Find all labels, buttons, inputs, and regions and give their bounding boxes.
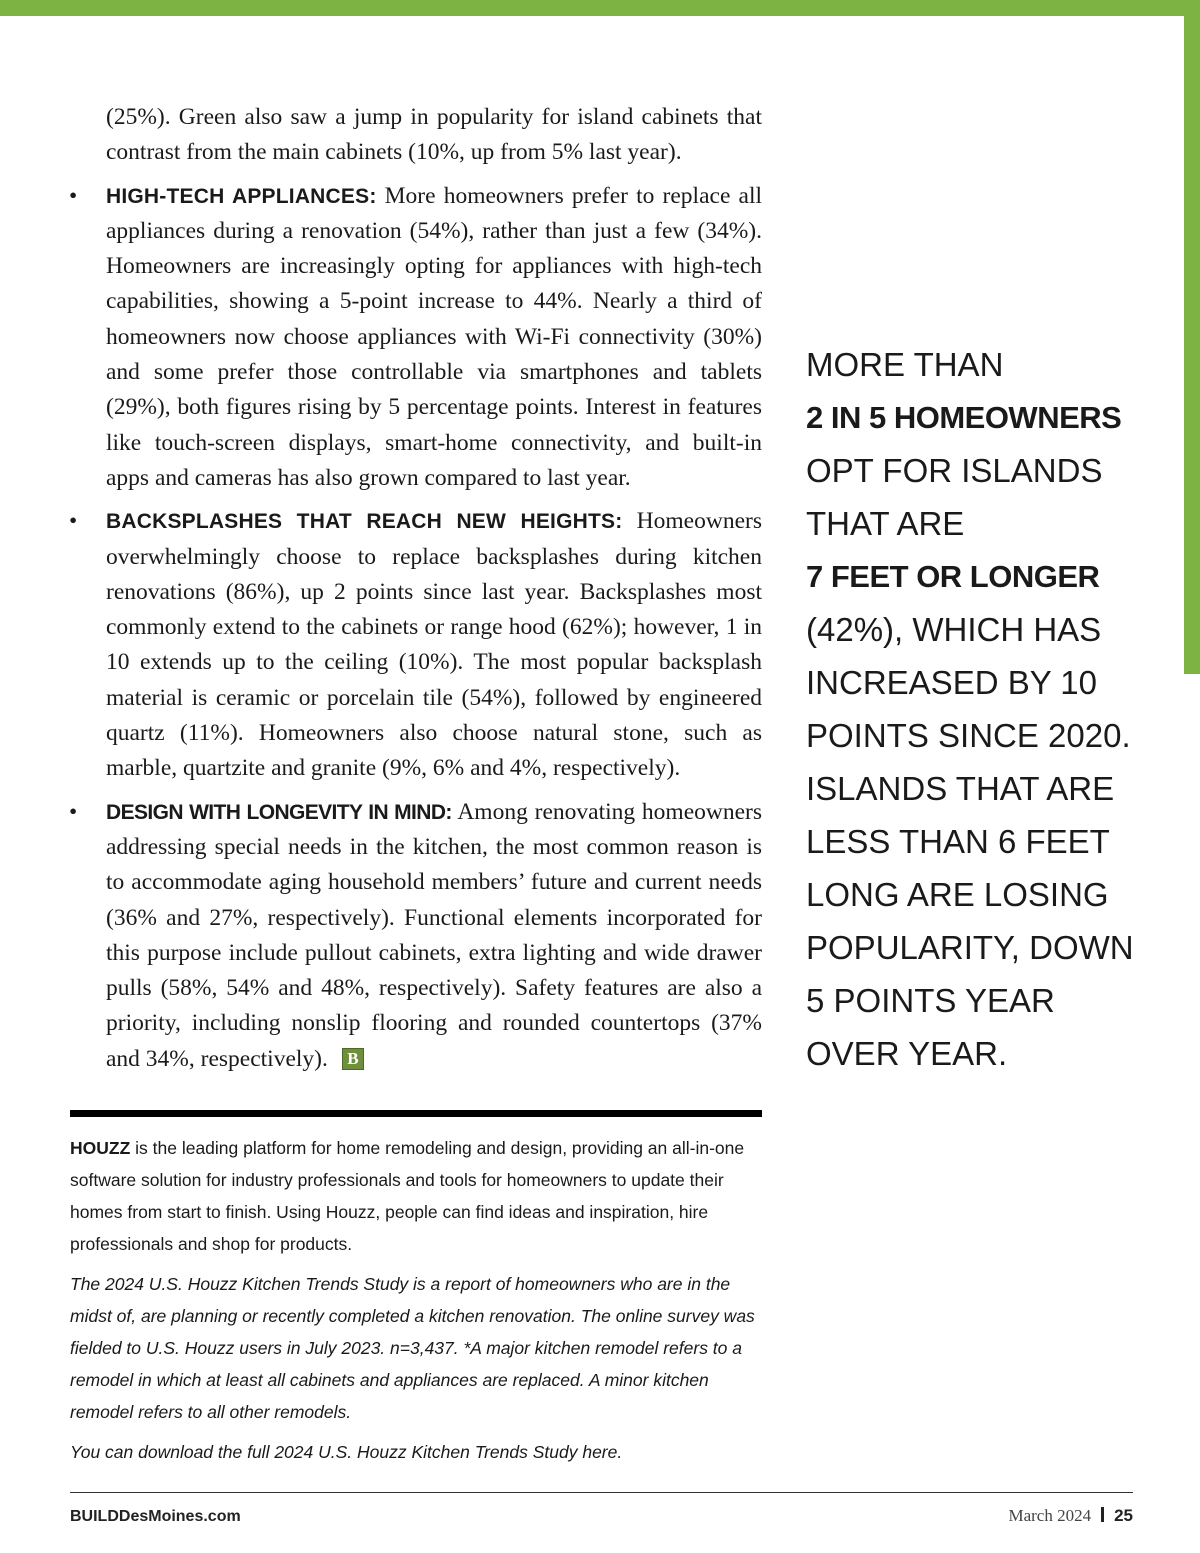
bullet-icon: • — [69, 798, 78, 825]
article-body — [60, 100, 762, 1085]
bullet-heading: DESIGN WITH LONGEVITY IN MIND: — [106, 800, 452, 824]
footer-issue — [1008, 1506, 1133, 1526]
bullet-heading: HIGH-TECH APPLIANCES: — [106, 184, 377, 208]
pull-quote-line: (42%), WHICH HAS INCREASED BY 10 POINTS SINCE 2020. ISLANDS THAT ARE LESS THAN 6 FEET LONG ARE LOSING POPULARITY, DOWN 5 POINTS YEAR OVER YEAR. — [806, 611, 1134, 1072]
bullet-text: Homeowners overwhelmingly choose to replace backsplashes during kitchen renovations (86%), up 2 points since last year. Backsplashes most commonly extend to the cabinets or range hood (62%); however, 1 in 10 extends up to the ceiling (10%). The most popular backsplash material is ceramic or porcelain tile (54%), followed by engineered quartz (11%). Homeowners also choose natural stone, such as marble, quartzite and granite (9%, 6% and 4%, respectively). — [106, 508, 762, 782]
about-description — [70, 1132, 760, 1260]
end-mark-icon: B — [342, 1048, 364, 1070]
bullet-heading: BACKSPLASHES THAT REACH NEW HEIGHTS: — [106, 510, 623, 534]
pull-quote-line: MORE THAN — [806, 346, 1004, 383]
section-divider — [70, 1110, 762, 1117]
page-number: 25 — [1114, 1506, 1133, 1525]
article-bullet-list — [60, 179, 762, 1077]
bullet-icon: • — [69, 508, 78, 535]
pull-quote — [806, 338, 1146, 1080]
about-text: is the leading platform for home remodeling and design, providing an all-in-one software solution for industry professionals and tools for homeowners to update their homes from start to finish. Using Houzz, people can find ideas and inspiration, hire professionals and shop for products. — [70, 1138, 745, 1254]
list-item — [60, 179, 762, 497]
bullet-text: More homeowners prefer to replace all appliances during a renovation (54%), rather than just a few (34%). Homeowners are increasingly opting for appliances with high-tech capabilities, showing a 5-point increase to 44%. Nearly a third of homeowners now choose appliances with Wi-Fi connectivity (30%) and some prefer those controllable via smartphones and tablets (29%), both figures rising by 5 percentage points. Interest in features like touch-screen displays, smart-home connectivity, and built-in apps and cameras has also grown compared to last year. — [106, 182, 762, 491]
about-brand: HOUZZ — [70, 1138, 131, 1158]
study-note: The 2024 U.S. Houzz Kitchen Trends Study is a report of homeowners who are in the midst of, are planning or recently completed a kitchen renovation. The online survey was fielded to U.S. Houzz users in July 2023. n=3,437. *A major kitchen remodel refers to a remodel in which at least all cabinets and appliances are replaced. A minor kitchen remodel refers to all other remodels. — [70, 1274, 755, 1422]
list-item — [60, 795, 762, 1077]
footer-divider — [70, 1492, 1133, 1493]
footer-site[interactable]: BUILDDesMoines.com — [70, 1508, 241, 1525]
about-box — [70, 1132, 760, 1476]
side-accent-bar — [1184, 16, 1200, 674]
pull-quote-highlight: 2 IN 5 HOMEOWNERS — [806, 400, 1122, 435]
footer-date: March 2024 — [1008, 1506, 1092, 1525]
list-item — [60, 504, 762, 786]
pull-quote-highlight: 7 FEET OR LONGER — [806, 559, 1100, 594]
article-continuation: (25%). Green also saw a jump in popularity for island cabinets that contrast from the main cabinets (10%, up from 5% last year). — [106, 104, 762, 166]
download-link[interactable]: You can download the full 2024 U.S. Houzz Kitchen Trends Study here. — [70, 1442, 623, 1462]
footer-separator — [1101, 1507, 1104, 1522]
bullet-text: Among renovating homeowners addressing special needs in the kitchen, the most common reason is to accommodate aging household members’ future and current needs (36% and 27%, respectively). Functional elements incorporated for this purpose include pullout cabinets, extra lighting and wide drawer pulls (58%, 54% and 48%, respectively). Safety features are also a priority, including nonslip flooring and rounded countertops (37% and 34%, respectively). — [106, 798, 763, 1072]
pull-quote-line: OPT FOR ISLANDS THAT ARE — [806, 452, 1103, 542]
top-accent-bar — [0, 0, 1200, 16]
bullet-icon: • — [69, 182, 78, 209]
